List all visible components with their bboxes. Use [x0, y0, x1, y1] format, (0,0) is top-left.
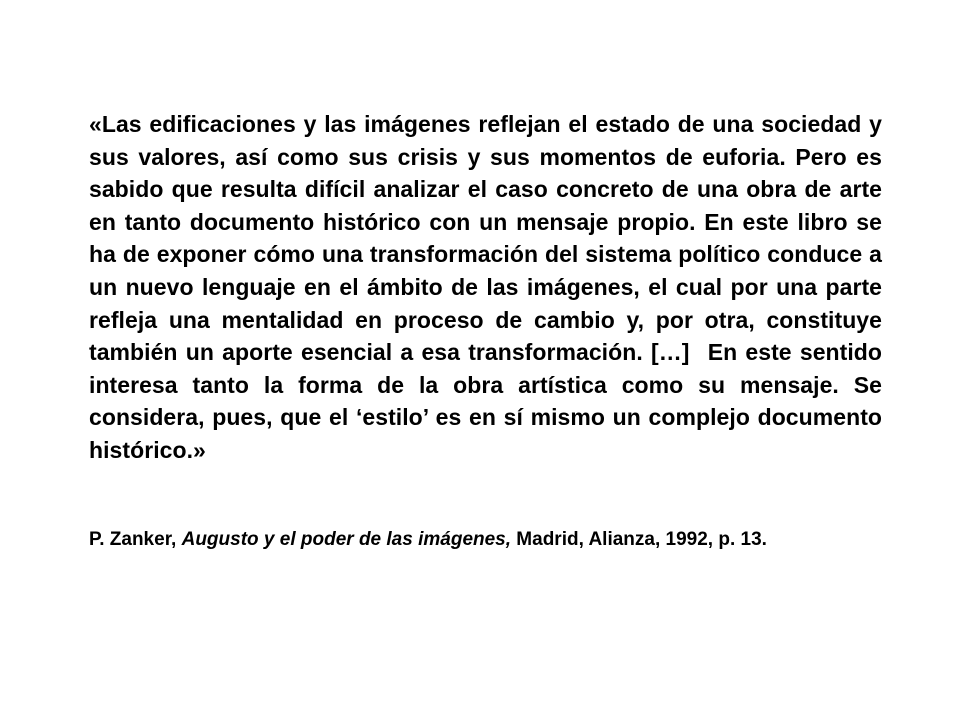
citation-book-title: Augusto y el poder de las imágenes, [181, 529, 512, 550]
quote-ellipsis: […] [651, 339, 690, 366]
quote-text-part1: «Las edificaciones y las imágenes reflejan el estado de una sociedad y sus valores, así como sus crisis y sus momentos de euforia. Pero es sabido que resulta difícil analizar el caso concreto de una obra de arte en tanto documento histórico con un mensaje propio. En este libro se ha de exponer cómo una transformación del sistema político conduce a un nuevo lenguaje en el ámbito de las imágenes, el cual por una parte refleja una mentalidad en proceso de cambio y, por otra, constituye también un aporte esencial a esa transformación. [89, 111, 882, 366]
quote-text-part2: En este sentido interesa tanto la forma de la obra artística como su mensaje. Se considera, pues, que el ‘estilo’ es en sí mismo un complejo documento histórico.» [89, 339, 882, 463]
quote-paragraph [89, 108, 882, 467]
citation [89, 524, 882, 556]
citation-author: P. Zanker, [89, 529, 182, 550]
citation-details: Madrid, Alianza, 1992, p. 13. [511, 529, 767, 550]
